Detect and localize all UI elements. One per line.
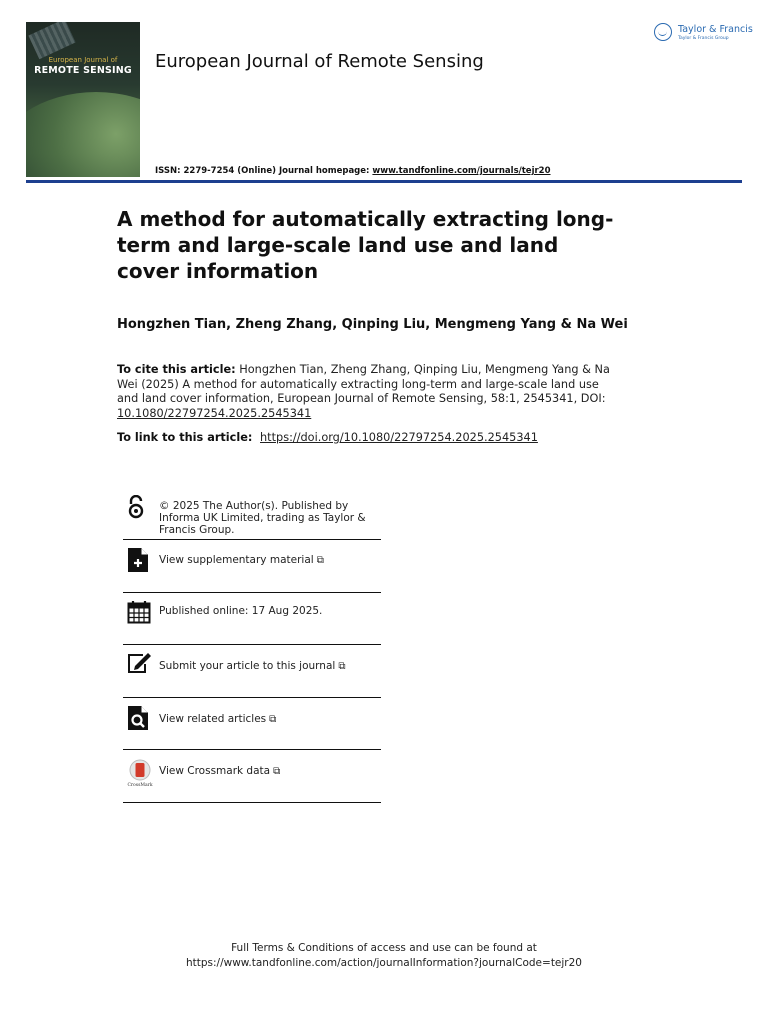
crossmark-icon <box>127 759 153 791</box>
cover-journal-line1: European Journal of <box>48 56 118 64</box>
issn-label: ISSN: 2279-7254 (Online) Journal homepage: <box>155 166 370 176</box>
article-link-line <box>117 431 538 444</box>
footer-terms: Full Terms & Conditions of access and use can be found at <box>231 942 537 954</box>
open-access-license <box>123 495 381 540</box>
submit-item[interactable] <box>123 645 381 698</box>
cover-journal-line2: REMOTE SENSING <box>34 65 132 76</box>
document-search-icon <box>127 705 149 735</box>
published-date: Published online: 17 Aug 2025. <box>159 605 323 617</box>
submit-label: Submit your article to this journal <box>159 660 336 672</box>
crossmark-link[interactable] <box>159 765 280 777</box>
article-title: A method for automatically extracting long-term and large-scale land use and land cover information <box>117 207 614 283</box>
citation-block <box>117 363 617 421</box>
cite-label: To cite this article: <box>117 363 236 376</box>
submit-link[interactable] <box>159 660 345 672</box>
external-link-icon: ⧉ <box>273 766 281 777</box>
external-link-icon: ⧉ <box>269 714 277 725</box>
calendar-icon <box>127 600 151 628</box>
edit-pen-icon <box>127 652 153 678</box>
related-articles-item[interactable] <box>123 698 381 750</box>
supplementary-label: View supplementary material <box>159 554 314 566</box>
related-label: View related articles <box>159 713 267 725</box>
cite-text: Hongzhen Tian, Zheng Zhang, Qinping Liu, Mengmeng Yang & Na Wei (2025) A method for automatically extracting long-term and large-scale land use and land cover information, European Journal of Remote Sensing, 58:1, 2545341, DOI: <box>117 363 610 406</box>
publisher-logo[interactable] <box>654 22 753 46</box>
svg-text:CrossMark: CrossMark <box>127 783 153 787</box>
earth-illustration <box>26 92 140 177</box>
supplementary-item[interactable] <box>123 540 381 593</box>
external-link-icon: ⧉ <box>316 555 324 566</box>
publisher-group: Taylor & Francis Group <box>678 36 729 41</box>
supplementary-link[interactable] <box>159 554 324 566</box>
cite-doi-link[interactable]: 10.1080/22797254.2025.2545341 <box>117 406 312 420</box>
header-divider <box>26 180 742 183</box>
license-text: © 2025 The Author(s). Published by Informa UK Limited, trading as Taylor & Francis Group. <box>159 500 366 536</box>
issn-line <box>155 166 551 176</box>
journal-homepage-link[interactable]: www.tandfonline.com/journals/tejr20 <box>372 166 551 176</box>
document-plus-icon <box>127 547 149 577</box>
satellite-illustration <box>28 22 75 59</box>
link-label: To link to this article: <box>117 431 253 444</box>
taylor-francis-icon <box>654 23 672 41</box>
article-authors: Hongzhen Tian, Zheng Zhang, Qinping Liu, Mengmeng Yang & Na Wei <box>117 317 628 332</box>
publisher-name: Taylor & Francis <box>678 24 753 35</box>
open-access-icon <box>127 495 145 525</box>
article-doi-link[interactable]: https://doi.org/10.1080/22797254.2025.2545341 <box>260 431 538 444</box>
journal-cover-image <box>26 22 140 177</box>
published-item <box>123 593 381 645</box>
crossmark-label: View Crossmark data <box>159 765 271 777</box>
footer-terms-url[interactable]: https://www.tandfonline.com/action/journalInformation?journalCode=tejr20 <box>185 957 582 969</box>
related-articles-link[interactable] <box>159 713 276 725</box>
journal-title: European Journal of Remote Sensing <box>155 51 484 72</box>
external-link-icon: ⧉ <box>338 661 346 672</box>
crossmark-item[interactable] <box>123 750 381 803</box>
